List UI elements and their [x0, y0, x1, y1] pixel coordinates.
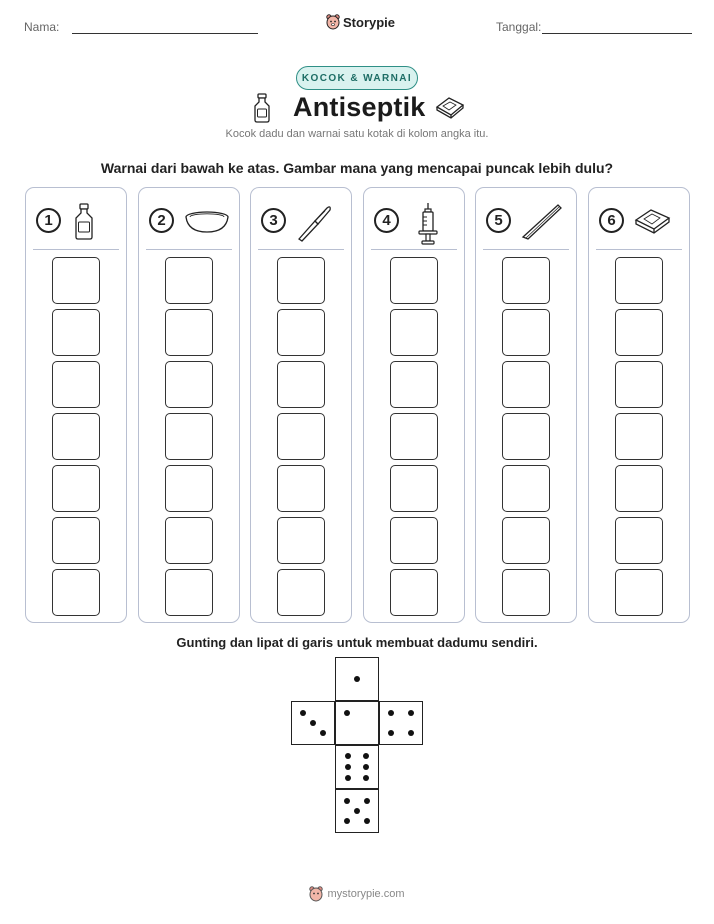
color-box[interactable] — [277, 465, 325, 512]
column-6 — [588, 187, 690, 623]
color-box[interactable] — [390, 361, 438, 408]
storypie-mascot-icon — [326, 14, 340, 30]
die-pip — [344, 798, 350, 804]
column-5 — [475, 187, 577, 623]
color-box[interactable] — [52, 465, 100, 512]
color-box[interactable] — [165, 309, 213, 356]
scalpel-icon — [295, 202, 335, 242]
die-face-2 — [379, 701, 423, 745]
instruction: Warnai dari bawah ke atas. Gambar mana yang mencapai puncak lebih dulu? — [100, 160, 614, 176]
gauze-icon — [633, 202, 673, 242]
color-box[interactable] — [502, 361, 550, 408]
column-4 — [363, 187, 465, 623]
color-box[interactable] — [52, 413, 100, 460]
column-number: 1 — [36, 208, 61, 233]
column-header — [261, 202, 341, 242]
header — [0, 14, 714, 42]
color-box[interactable] — [502, 517, 550, 564]
color-box[interactable] — [390, 569, 438, 616]
page-title: Antiseptik — [293, 92, 426, 122]
color-box[interactable] — [390, 517, 438, 564]
column-header — [599, 202, 679, 242]
column-divider — [483, 249, 569, 250]
bottle-icon — [252, 93, 272, 123]
die-pip — [354, 676, 360, 682]
die-face-1 — [335, 657, 379, 701]
color-box[interactable] — [502, 309, 550, 356]
column-header — [149, 202, 229, 242]
brand-name: Storypie — [343, 14, 396, 30]
color-box[interactable] — [165, 465, 213, 512]
color-box[interactable] — [165, 517, 213, 564]
column-divider — [146, 249, 232, 250]
column-header — [486, 202, 566, 242]
color-box[interactable] — [615, 465, 663, 512]
cut-instruction: Gunting dan lipat di garis untuk membuat dadumu sendiri. — [176, 635, 538, 650]
die-pip — [408, 730, 414, 736]
color-box[interactable] — [390, 309, 438, 356]
color-box[interactable] — [165, 413, 213, 460]
color-box[interactable] — [52, 569, 100, 616]
die-pip — [388, 710, 394, 716]
die-pip — [310, 720, 316, 726]
color-box[interactable] — [52, 361, 100, 408]
activity-badge: KOCOK & WARNAI — [296, 66, 418, 90]
color-box[interactable] — [165, 257, 213, 304]
date-label: Tanggal: — [496, 20, 542, 34]
color-box[interactable] — [390, 257, 438, 304]
column-number: 2 — [149, 208, 174, 233]
color-box[interactable] — [52, 257, 100, 304]
die-pip — [344, 818, 350, 824]
footer — [0, 886, 714, 902]
color-box[interactable] — [502, 413, 550, 460]
bottle-icon — [70, 202, 98, 242]
color-box[interactable] — [277, 517, 325, 564]
die-pip — [345, 775, 351, 781]
brand-logo — [326, 14, 395, 30]
color-box[interactable] — [165, 569, 213, 616]
die-face-5 — [335, 789, 379, 833]
syringe-icon — [408, 202, 448, 246]
bowl-icon — [183, 202, 231, 242]
die-pip — [364, 798, 370, 804]
column-divider — [258, 249, 344, 250]
footer-url: mystorypie.com — [327, 888, 405, 900]
title-row — [0, 92, 714, 126]
column-number: 5 — [486, 208, 511, 233]
color-box[interactable] — [52, 309, 100, 356]
color-box[interactable] — [615, 569, 663, 616]
color-box[interactable] — [277, 257, 325, 304]
die-pip — [408, 710, 414, 716]
color-box[interactable] — [615, 361, 663, 408]
date-field-line — [542, 33, 692, 34]
column-2 — [138, 187, 240, 623]
color-box[interactable] — [615, 413, 663, 460]
color-box[interactable] — [277, 361, 325, 408]
column-number: 4 — [374, 208, 399, 233]
color-box[interactable] — [277, 309, 325, 356]
die-pip — [363, 764, 369, 770]
die-pip — [344, 710, 350, 716]
column-header — [374, 202, 454, 242]
column-number: 6 — [599, 208, 624, 233]
die-pip — [320, 730, 326, 736]
column-1 — [25, 187, 127, 623]
color-box[interactable] — [277, 569, 325, 616]
die-face-1 — [335, 701, 379, 745]
color-box[interactable] — [502, 465, 550, 512]
die-pip — [354, 808, 360, 814]
name-field-line — [72, 33, 258, 34]
tweezers-icon — [520, 202, 564, 242]
subtitle: Kocok dadu dan warnai satu kotak di kolom angka itu. — [225, 128, 489, 140]
column-3 — [250, 187, 352, 623]
column-number: 3 — [261, 208, 286, 233]
die-pip — [363, 775, 369, 781]
die-pip — [345, 764, 351, 770]
column-divider — [33, 249, 119, 250]
die-pip — [300, 710, 306, 716]
die-pip — [363, 753, 369, 759]
die-pip — [364, 818, 370, 824]
die-face-6 — [335, 745, 379, 789]
color-box[interactable] — [615, 257, 663, 304]
color-box[interactable] — [502, 569, 550, 616]
color-box[interactable] — [390, 465, 438, 512]
color-box[interactable] — [390, 413, 438, 460]
color-box[interactable] — [277, 413, 325, 460]
color-box[interactable] — [615, 517, 663, 564]
color-box[interactable] — [52, 517, 100, 564]
column-header — [36, 202, 116, 242]
storypie-mascot-icon — [309, 886, 323, 902]
color-box[interactable] — [615, 309, 663, 356]
column-divider — [371, 249, 457, 250]
die-pip — [345, 753, 351, 759]
column-divider — [596, 249, 682, 250]
gauze-icon — [435, 95, 465, 119]
color-box[interactable] — [502, 257, 550, 304]
die-pip — [388, 730, 394, 736]
die-face-3 — [291, 701, 335, 745]
color-box[interactable] — [165, 361, 213, 408]
name-label: Nama: — [24, 20, 60, 34]
